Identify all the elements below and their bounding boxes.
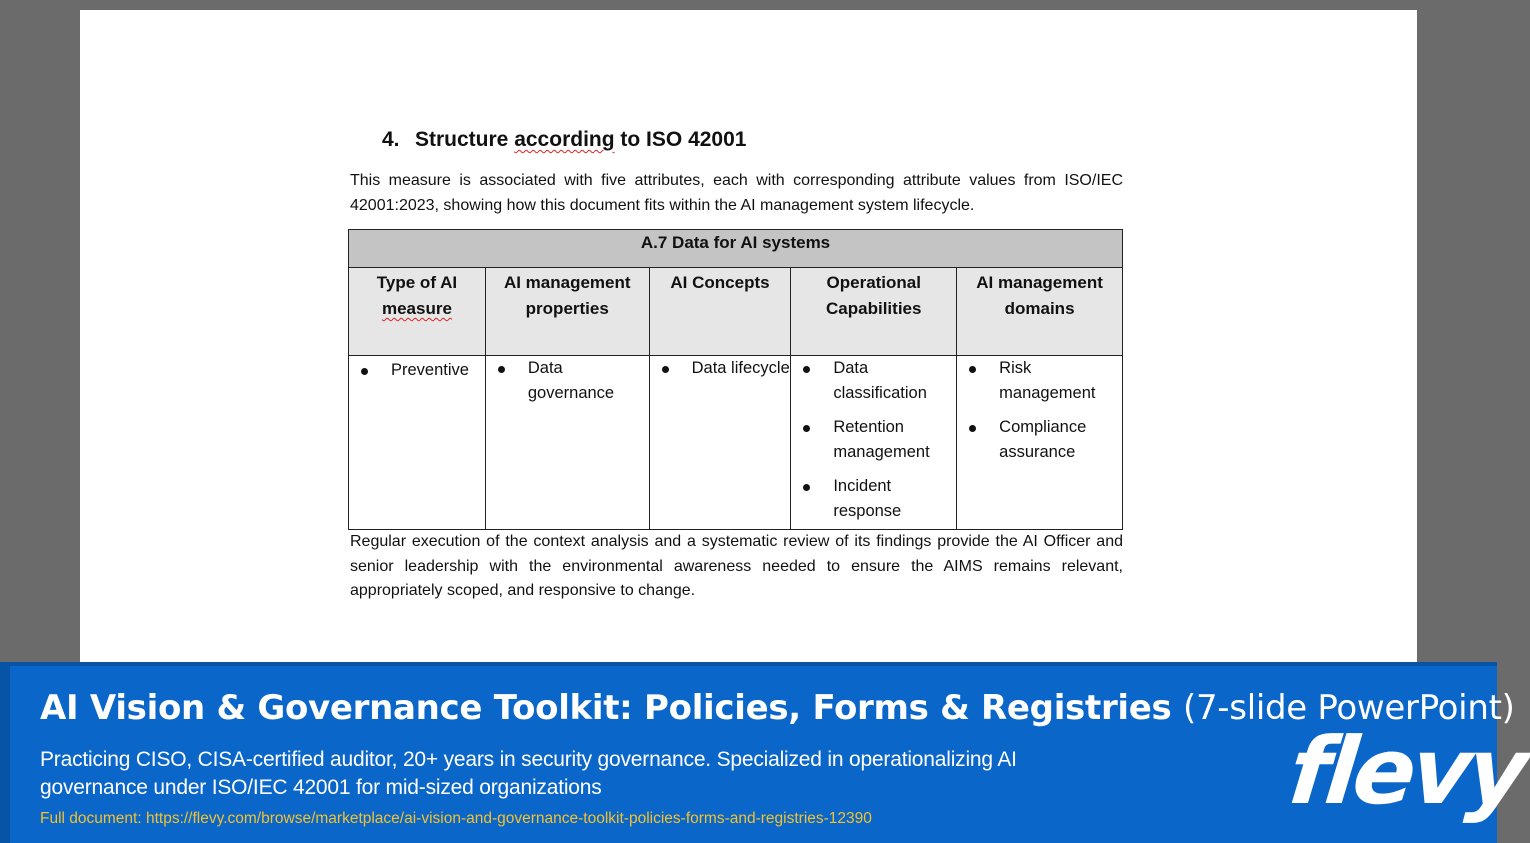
product-title-main: AI Vision & Governance Toolkit: Policies, Forms & Registries <box>40 688 1172 728</box>
table-caption: A.7 Data for AI systems <box>349 230 1123 268</box>
full-document-link[interactable]: Full document: https://flevy.com/browse/marketplace/ai-vision-and-governance-toolkit-policies-forms-and-registries-12390 <box>40 810 872 827</box>
attributes-table <box>348 229 1123 530</box>
bullet-icon <box>662 366 669 373</box>
header-ai-concepts: AI Concepts <box>649 268 791 356</box>
header-ai-management-properties: AI management properties <box>485 268 649 356</box>
bullet-icon <box>969 425 976 432</box>
intro-paragraph: This measure is associated with five attributes, each with corresponding attribute values from ISO/IEC 42001:2023, showing how this document fits within the AI management system lifecycle. <box>350 172 1123 214</box>
cell-operational-capabilities <box>791 356 957 530</box>
cell-management-properties <box>485 356 649 530</box>
bullet-icon <box>803 484 810 491</box>
cell-ai-concepts <box>649 356 791 530</box>
bullet-icon <box>803 425 810 432</box>
value-data-lifecycle: Data lifecycle <box>691 359 790 377</box>
value-data-governance: Data governance <box>527 359 615 402</box>
cell-type-of-measure <box>349 356 486 530</box>
heading-rest: to ISO 42001 <box>620 128 747 151</box>
bullet-icon <box>969 366 976 373</box>
list-item <box>957 356 1122 406</box>
value-preventive: Preventive <box>391 361 469 379</box>
slide-page <box>80 10 1417 662</box>
list-item <box>791 474 956 524</box>
list-item <box>791 415 956 465</box>
section-number: 4. <box>382 128 400 151</box>
cell-management-domains <box>957 356 1123 530</box>
list-item <box>957 415 1122 465</box>
header-type-of-ai-measure <box>349 268 486 356</box>
author-description: Practicing CISO, CISA-certified auditor, 20+ years in security governance. Specialized in operationalizing AI governance under ISO/IEC 42001 for mid-sized organizations <box>40 748 1017 799</box>
heading-word-structure: Structure <box>415 128 509 151</box>
list-item <box>349 358 485 383</box>
bullet-icon <box>803 366 810 373</box>
footer-accent-stripe <box>0 666 10 843</box>
bullet-icon <box>498 366 505 373</box>
value-compliance-assurance: Compliance assurance <box>999 418 1087 461</box>
section-heading <box>382 128 746 152</box>
value-retention-management: Retention management <box>833 418 930 461</box>
bullet-icon <box>361 368 368 375</box>
list-item <box>650 356 791 381</box>
header-line-squiggle: measure <box>381 299 452 318</box>
list-item <box>486 356 649 406</box>
product-title-format: (7-slide PowerPoint) <box>1183 688 1515 728</box>
heading-word-according: according <box>514 128 615 151</box>
outro-paragraph: Regular execution of the context analysis and a systematic review of its findings provide the AI Officer and senior leadership with the environmental awareness needed to ensure the AIMS remains relevant, appropriately scoped, and responsive to change. <box>350 533 1123 599</box>
product-title <box>40 688 1515 728</box>
header-line: Type of AI <box>376 273 458 292</box>
value-incident-response: Incident response <box>833 477 902 520</box>
value-data-classification: Data classification <box>833 359 927 402</box>
list-item <box>791 356 956 406</box>
value-risk-management: Risk management <box>999 359 1096 402</box>
header-operational-capabilities: Operational Capabilities <box>791 268 957 356</box>
flevy-logo: flevy <box>1284 718 1530 825</box>
header-ai-management-domains: AI management domains <box>957 268 1123 356</box>
